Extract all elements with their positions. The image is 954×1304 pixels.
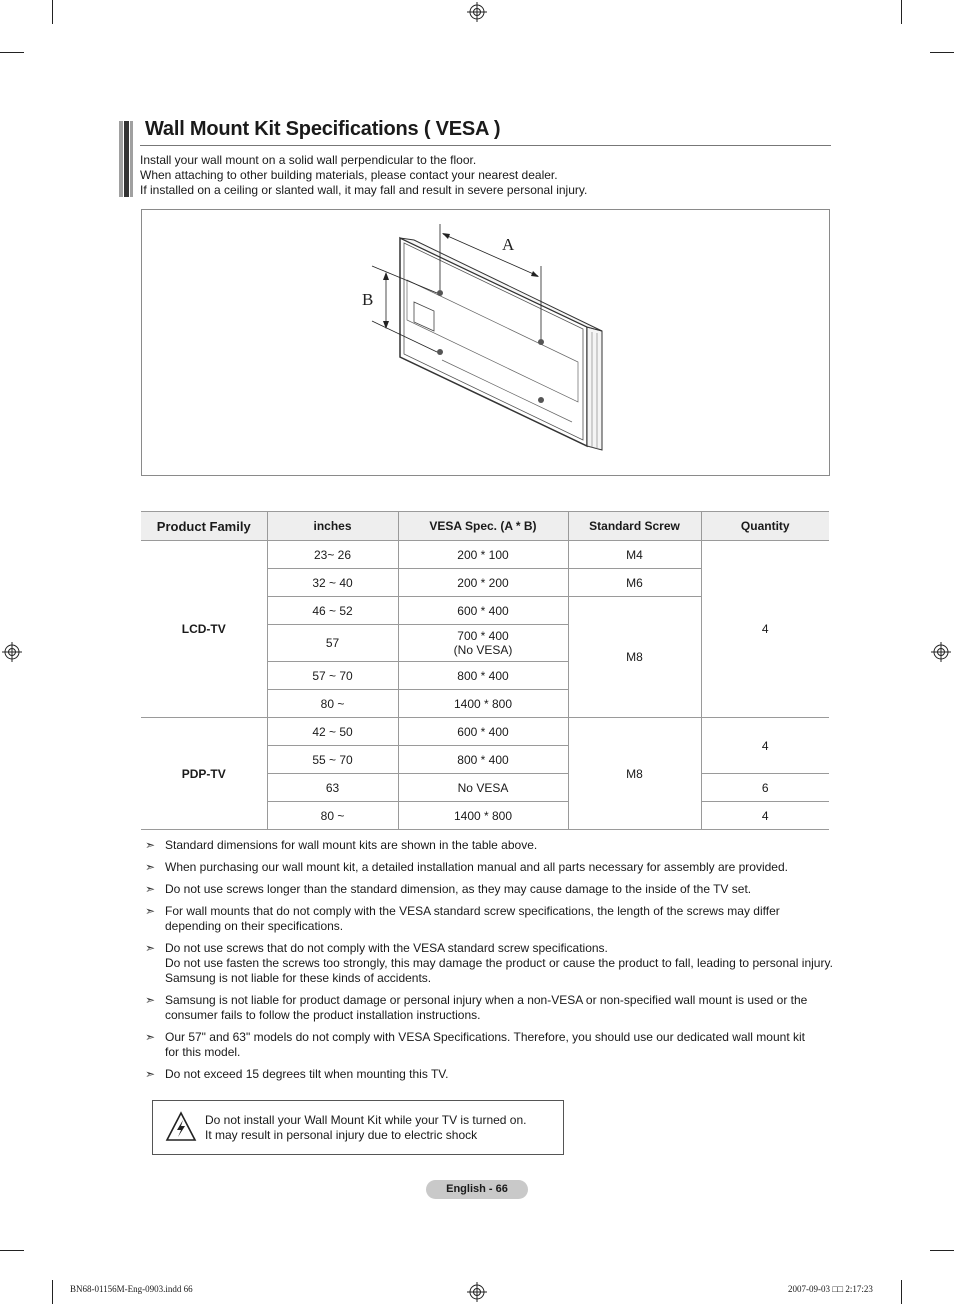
note-line: Do not use screws that do not comply with the VESA standard screw specifications. (165, 941, 608, 955)
arrow-right-icon: ➣ (145, 838, 156, 852)
column-header-standard-screw: Standard Screw (568, 512, 701, 541)
title-underline (140, 145, 831, 146)
arrow-right-icon: ➣ (145, 941, 156, 955)
vesa-cell: 800 * 400 (398, 662, 568, 690)
intro-line: When attaching to other building materials, please contact your nearest dealer. (140, 168, 558, 182)
crop-mark (901, 0, 902, 24)
note-line: Do not use screws longer than the standard dimension, as they may cause damage to the inside of the TV set. (165, 882, 752, 896)
notes-list (145, 838, 833, 1082)
registration-mark-icon (467, 1282, 487, 1302)
warning-box (152, 1100, 564, 1155)
arrow-right-icon: ➣ (145, 860, 156, 874)
inches-cell: 57 ~ 70 (267, 662, 398, 690)
screw-cell: M8 (568, 718, 701, 830)
footer-file-info: BN68-01156M-Eng-0903.indd 66 (70, 1284, 193, 1294)
inches-cell: 32 ~ 40 (267, 569, 398, 597)
vesa-cell: 200 * 100 (398, 541, 568, 569)
vesa-cell: 1400 * 800 (398, 802, 568, 830)
table-header-row (141, 512, 829, 541)
inches-cell: 23~ 26 (267, 541, 398, 569)
crop-mark (52, 1280, 53, 1304)
note-item (145, 941, 833, 986)
vesa-cell: 800 * 400 (398, 746, 568, 774)
vesa-cell: 200 * 200 (398, 569, 568, 597)
wall-mount-diagram (141, 209, 830, 476)
arrow-right-icon: ➣ (145, 993, 156, 1007)
note-line: Samsung is not liable for these kinds of accidents. (165, 971, 432, 985)
vesa-cell: 600 * 400 (398, 597, 568, 625)
intro-line: If installed on a ceiling or slanted wall, it may fall and result in severe personal injury. (140, 183, 588, 197)
note-line: Samsung is not liable for product damage or personal injury when a non-VESA or non-specified wall mount is used or the (165, 993, 808, 1007)
note-line: for this model. (165, 1045, 241, 1059)
note-line: Do not exceed 15 degrees tilt when mounting this TV. (165, 1067, 449, 1081)
vesa-cell (398, 625, 568, 662)
column-header-vesa-spec: VESA Spec. (A * B) (398, 512, 568, 541)
warning-line: Do not install your Wall Mount Kit while your TV is turned on. (205, 1113, 527, 1127)
inches-cell: 57 (267, 625, 398, 662)
note-item (145, 904, 825, 934)
page-title: Wall Mount Kit Specifications ( VESA ) (145, 118, 501, 140)
inches-cell: 63 (267, 774, 398, 802)
title-accent-bars (119, 121, 135, 197)
electric-shock-warning-icon (165, 1111, 197, 1143)
inches-cell: 80 ~ (267, 802, 398, 830)
vesa-cell: 600 * 400 (398, 718, 568, 746)
crop-mark (901, 1280, 902, 1304)
footer-timestamp: 2007-09-03 □□ 2:17:23 (788, 1284, 873, 1294)
tv-back-illustration (142, 210, 831, 477)
registration-mark-icon (931, 642, 951, 662)
quantity-cell: 4 (701, 718, 829, 774)
arrow-right-icon: ➣ (145, 904, 156, 918)
inches-cell: 42 ~ 50 (267, 718, 398, 746)
intro-line: Install your wall mount on a solid wall perpendicular to the floor. (140, 153, 477, 167)
note-item (145, 993, 825, 1023)
note-line: Standard dimensions for wall mount kits are shown in the table above. (165, 838, 538, 852)
screw-cell: M4 (568, 541, 701, 569)
note-line: Our 57" and 63" models do not comply with VESA Specifications. Therefore, you should use our dedicated wall mount kit (165, 1030, 805, 1044)
arrow-right-icon: ➣ (145, 1067, 156, 1081)
vesa-value: 700 * 400 (457, 629, 509, 643)
dimension-label-b: B (362, 290, 374, 309)
vesa-note: (No VESA) (453, 643, 513, 657)
table-row (141, 718, 829, 746)
product-family-cell: PDP-TV (141, 718, 267, 830)
table-row (141, 541, 829, 569)
quantity-cell: 4 (701, 541, 829, 718)
quantity-cell: 6 (701, 774, 829, 802)
crop-mark (0, 52, 24, 53)
note-item (145, 860, 825, 875)
crop-mark (930, 1250, 954, 1251)
note-line: For wall mounts that do not comply with the VESA standard screw specifications, the length of the screws may differ (165, 904, 780, 918)
arrow-right-icon: ➣ (145, 1030, 156, 1044)
screw-cell: M6 (568, 569, 701, 597)
crop-mark (52, 0, 53, 24)
warning-text (205, 1113, 526, 1143)
product-family-cell: LCD-TV (141, 541, 267, 718)
vesa-cell: 1400 * 800 (398, 690, 568, 718)
inches-cell: 55 ~ 70 (267, 746, 398, 774)
note-line: Do not use fasten the screws too strongly, this may damage the product or cause the product to fall, leading to personal injury. (165, 956, 833, 970)
vesa-spec-table (141, 511, 829, 830)
inches-cell: 46 ~ 52 (267, 597, 398, 625)
screw-cell: M8 (568, 597, 701, 718)
registration-mark-icon (467, 2, 487, 22)
inches-cell: 80 ~ (267, 690, 398, 718)
note-line: When purchasing our wall mount kit, a detailed installation manual and all parts necessary for assembly are provided. (165, 860, 788, 874)
column-header-quantity: Quantity (701, 512, 829, 541)
note-line: consumer fails to follow the product installation instructions. (165, 1008, 481, 1022)
note-item (145, 882, 825, 897)
arrow-right-icon: ➣ (145, 882, 156, 896)
column-header-product-family: Product Family (141, 512, 267, 541)
dimension-label-a: A (502, 235, 515, 254)
column-header-inches: inches (267, 512, 398, 541)
intro-text (140, 153, 587, 198)
note-item (145, 1030, 825, 1060)
registration-mark-icon (2, 642, 22, 662)
crop-mark (0, 1250, 24, 1251)
warning-line: It may result in personal injury due to electric shock (205, 1128, 478, 1142)
quantity-cell: 4 (701, 802, 829, 830)
note-line: depending on their specifications. (165, 919, 344, 933)
vesa-cell: No VESA (398, 774, 568, 802)
page-number-badge: English - 66 (426, 1180, 528, 1199)
crop-mark (930, 52, 954, 53)
note-item (145, 1067, 825, 1082)
note-item (145, 838, 825, 853)
